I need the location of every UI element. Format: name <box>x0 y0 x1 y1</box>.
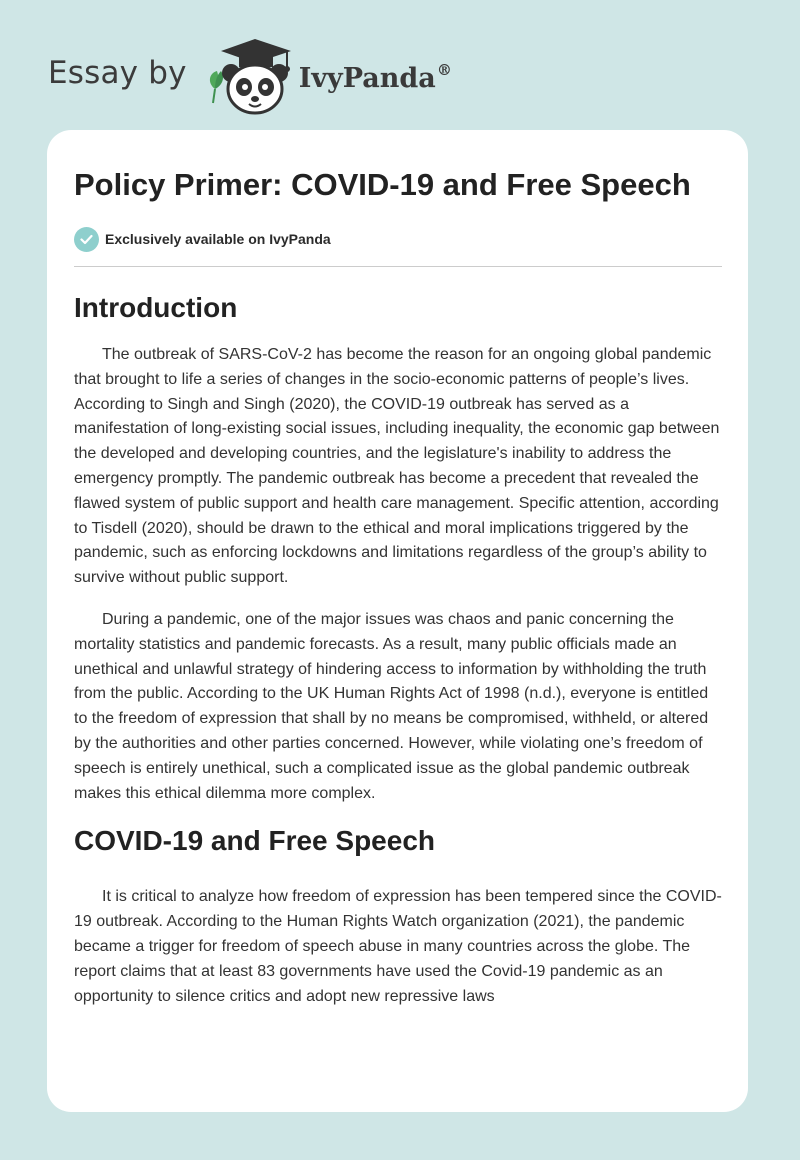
essay-by-label: Essay by <box>48 55 187 91</box>
paragraph: The outbreak of SARS-CoV-2 has become the reason for an ongoing global pandemic that brought to life a series of changes in the socio-economic patterns of people’s lives. According to Singh and Singh (2020), the COVID-19 outbreak has served as a manifestation of long-existing social issues, including inequality, the economic gap between the developed and developing countries, and the legislature's inability to address the emergency promptly. The pandemic outbreak has become a precedent that revealed the flawed system of public support and health care management. Specific attention, according to Tisdell (2020), should be drawn to the ethical and moral implications triggered by the pandemic, such as enforcing lockdowns and limitations regardless of the group’s ability to survive without public support. <box>74 346 720 587</box>
paragraph: It is critical to analyze how freedom of expression has been tempered since the COVID-19 outbreak. According to the Human Rights Watch organization (2021), the pandemic became a trigger for freedom of speech abuse in many countries across the globe. The report claims that at least 83 governments have used the Covid-19 pandemic as an opportunity to silence critics and adopt new repressive laws <box>74 888 722 1005</box>
section-heading-covid-free-speech: COVID-19 and Free Speech <box>74 825 436 857</box>
brand-name[interactable]: IvyPanda® <box>298 60 452 94</box>
paragraph: During a pandemic, one of the major issues was chaos and panic concerning the mortality statistics and pandemic forecasts. As a result, many public officials made an unethical and unlawful strategy of hindering access to information by withholding the truth from the public. According to the UK Human Rights Act of 1998 (n.d.), everyone is entitled to the freedom of expression that shall by no means be compromised, withheld, or altered by the authorities and other parties concerned. However, while violating one’s freedom of speech is entirely unethical, such a complicated issue as the global pandemic outbreak makes this ethical dilemma more complex. <box>74 610 709 802</box>
essay-card <box>47 130 748 1112</box>
section-heading-introduction: Introduction <box>74 292 238 323</box>
divider <box>74 266 722 267</box>
page-title: Policy Primer: COVID-19 and Free Speech <box>74 167 691 202</box>
essay-content <box>74 164 722 1009</box>
exclusive-label: Exclusively available on IvyPanda <box>105 231 331 247</box>
site-header <box>48 36 452 116</box>
leaf-icon <box>210 71 223 103</box>
check-badge-icon <box>74 227 99 252</box>
exclusive-badge <box>74 226 722 252</box>
panda-graduate-icon[interactable] <box>205 37 297 115</box>
